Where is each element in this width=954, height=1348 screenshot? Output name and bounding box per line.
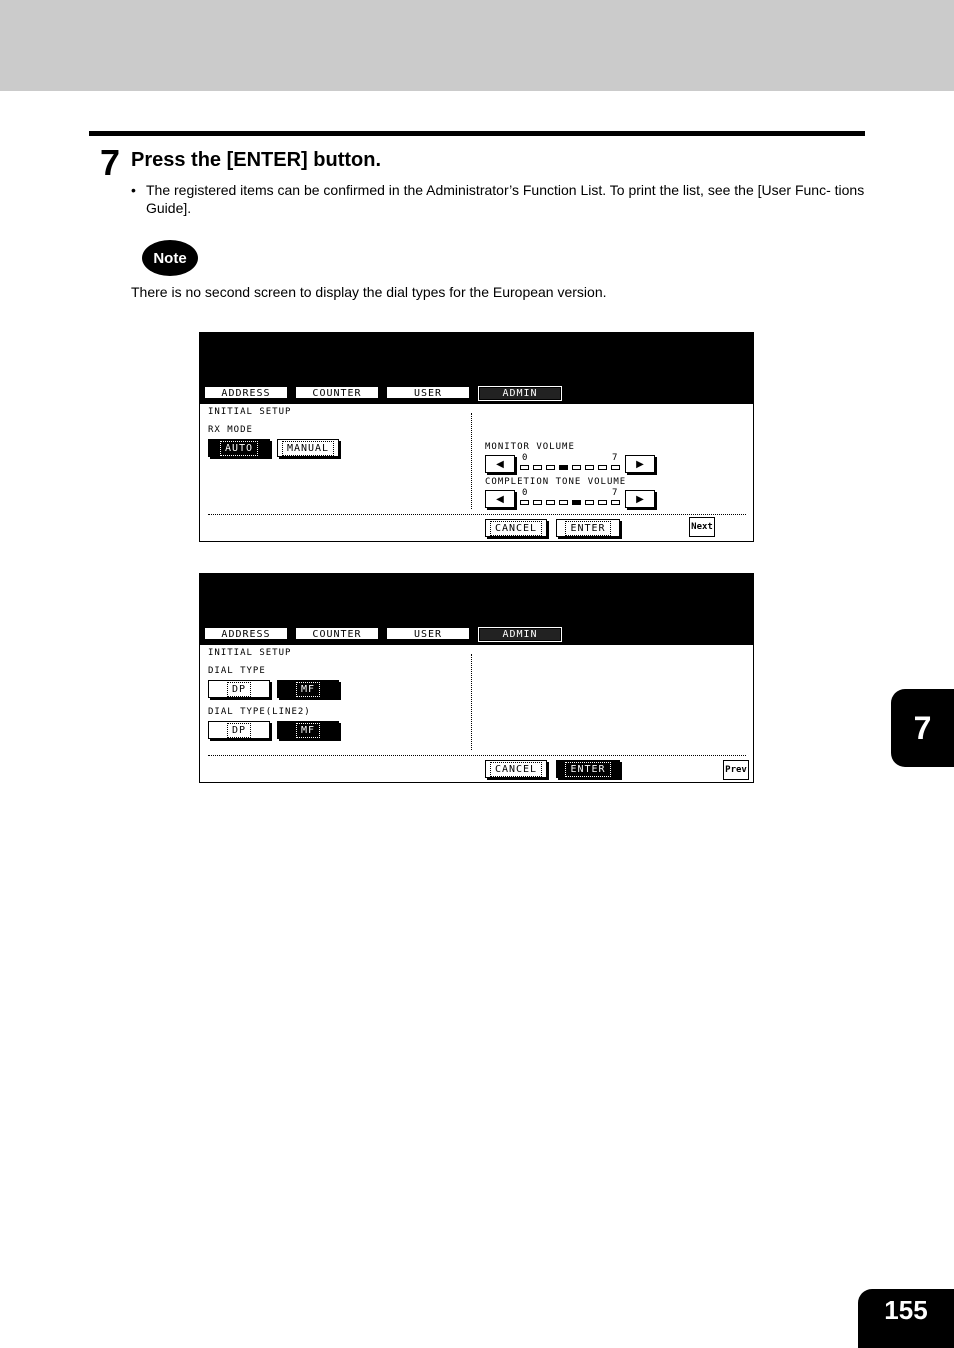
volume-step: [559, 500, 568, 505]
volume-step: [533, 500, 542, 505]
prev-page-button[interactable]: [723, 760, 749, 780]
dial-type-line2-mf-button[interactable]: [277, 721, 339, 739]
volume-step: [611, 500, 620, 505]
tab-address[interactable]: ADDRESS: [204, 386, 288, 401]
tab-admin[interactable]: ADMIN: [478, 627, 562, 642]
bullet-mark: •: [131, 182, 136, 198]
column-divider: [471, 413, 472, 509]
right-arrow-icon: ▶: [636, 458, 644, 470]
monitor-volume-slider[interactable]: [520, 455, 622, 473]
tab-user[interactable]: USER: [386, 627, 470, 642]
volume-step: [572, 500, 581, 505]
volume-step: [546, 465, 555, 470]
rx-manual-label: MANUAL: [282, 441, 334, 456]
screen-initial-setup-1: [199, 332, 754, 542]
tab-admin[interactable]: ADMIN: [478, 386, 562, 401]
screen-header: [200, 333, 753, 404]
volume-step: [598, 465, 607, 470]
volume-min-label: 0: [522, 453, 528, 463]
volume-step: [572, 465, 581, 470]
header-band: [0, 0, 954, 91]
chapter-tab: 7: [891, 689, 954, 767]
monitor-volume-label: MONITOR VOLUME: [485, 442, 575, 452]
mf-label: MF: [296, 682, 320, 697]
rx-manual-button[interactable]: [277, 439, 339, 457]
volume-step: [520, 465, 529, 470]
dial-type-dp-button[interactable]: [208, 680, 270, 698]
step-number: 7: [100, 142, 121, 183]
completion-tone-down-button[interactable]: [485, 490, 515, 508]
tab-counter[interactable]: COUNTER: [295, 386, 379, 401]
monitor-volume-down-button[interactable]: [485, 455, 515, 473]
volume-max-label: 7: [612, 453, 618, 463]
volume-step: [598, 500, 607, 505]
cancel-label: CANCEL: [490, 521, 542, 536]
left-arrow-icon: ◀: [496, 493, 504, 505]
rx-auto-button[interactable]: [208, 439, 270, 457]
rx-mode-label: RX MODE: [208, 425, 253, 435]
volume-max-label: 7: [612, 488, 618, 498]
next-page-button[interactable]: [689, 517, 715, 537]
section-title: INITIAL SETUP: [208, 407, 292, 417]
enter-label: ENTER: [565, 762, 610, 777]
enter-button[interactable]: [556, 760, 620, 778]
volume-step: [611, 465, 620, 470]
rx-auto-label: AUTO: [220, 441, 258, 456]
bullet-text: The registered items can be confirmed in the Administrator’s Function List. To print the list, see the [User Func- tions Guide].: [146, 182, 865, 216]
footer-divider: [208, 514, 746, 515]
note-badge: Note: [142, 240, 198, 276]
dial-type-line2-label: DIAL TYPE(LINE2): [208, 707, 311, 717]
dp-label: DP: [227, 682, 251, 697]
monitor-volume-up-button[interactable]: [625, 455, 655, 473]
dial-type-mf-button[interactable]: [277, 680, 339, 698]
dp-label: DP: [227, 723, 251, 738]
dial-type-label: DIAL TYPE: [208, 666, 266, 676]
cancel-button[interactable]: [485, 519, 547, 537]
footer-divider: [208, 755, 746, 756]
left-arrow-icon: ◀: [496, 458, 504, 470]
section-title: INITIAL SETUP: [208, 648, 292, 658]
mf-label: MF: [296, 723, 320, 738]
enter-button[interactable]: [556, 519, 620, 537]
prev-label: Prev: [725, 765, 747, 775]
section-rule: [89, 131, 865, 136]
volume-step: [585, 500, 594, 505]
next-label: Next: [691, 522, 713, 532]
step-bullet: [131, 181, 867, 217]
volume-min-label: 0: [522, 488, 528, 498]
tab-address[interactable]: ADDRESS: [204, 627, 288, 642]
cancel-label: CANCEL: [490, 762, 542, 777]
volume-step: [559, 465, 568, 470]
screen-header: [200, 574, 753, 645]
column-divider: [471, 654, 472, 750]
completion-tone-up-button[interactable]: [625, 490, 655, 508]
completion-tone-slider[interactable]: [520, 490, 622, 508]
right-arrow-icon: ▶: [636, 493, 644, 505]
tab-counter[interactable]: COUNTER: [295, 627, 379, 642]
volume-step: [546, 500, 555, 505]
completion-tone-label: COMPLETION TONE VOLUME: [485, 477, 627, 487]
note-text: There is no second screen to display the dial types for the European version.: [131, 284, 607, 300]
tab-user[interactable]: USER: [386, 386, 470, 401]
step-title: Press the [ENTER] button.: [131, 149, 382, 171]
volume-step: [585, 465, 594, 470]
screen-initial-setup-2: [199, 573, 754, 783]
enter-label: ENTER: [565, 521, 610, 536]
dial-type-line2-dp-button[interactable]: [208, 721, 270, 739]
volume-step: [520, 500, 529, 505]
page-number: 155: [858, 1289, 954, 1348]
cancel-button[interactable]: [485, 760, 547, 778]
volume-step: [533, 465, 542, 470]
